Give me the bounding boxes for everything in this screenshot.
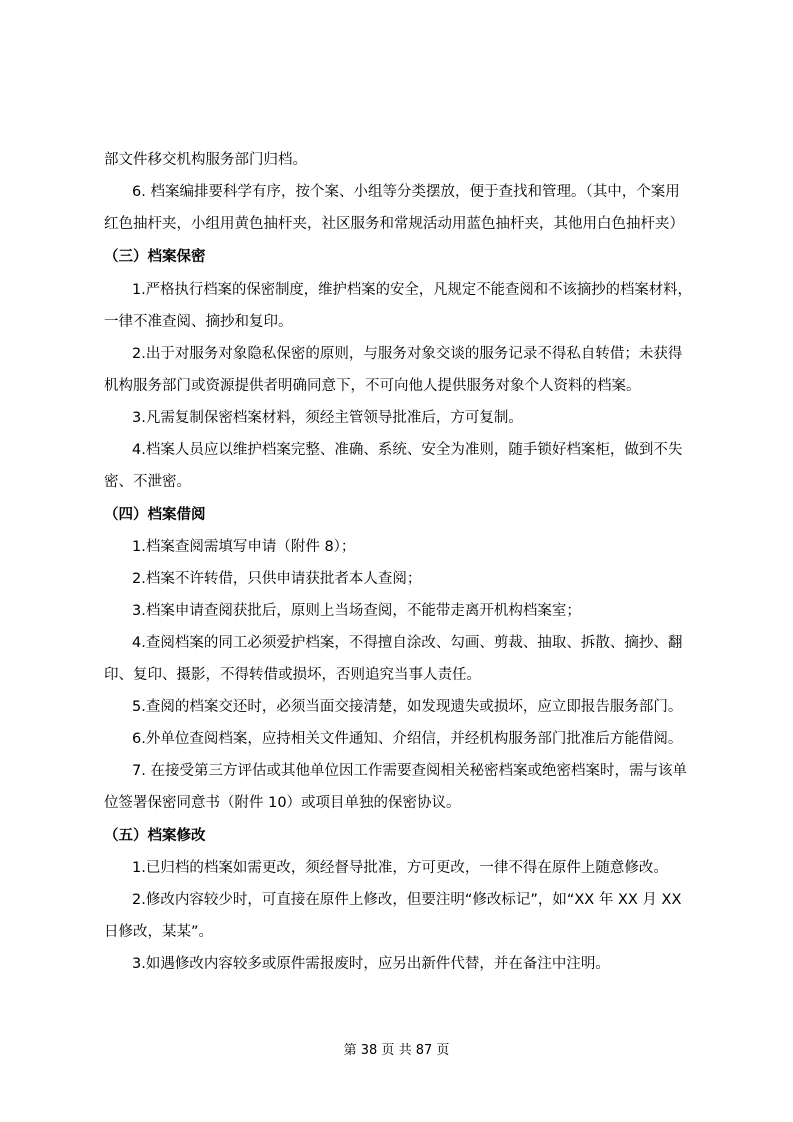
paragraph-line: 1.严格执行档案的保密制度，维护档案的安全，凡规定不能查阅和不该摘抄的档案材料， — [132, 282, 692, 298]
paragraph-line: 6.外单位查阅档案，应持相关文件通知、介绍信，并经机构服务部门批准后方能借阅。 — [132, 731, 683, 747]
paragraph-line: 1.已归档的档案如需更改，须经督导批准，方可更改，一律不得在原件上随意修改。 — [132, 860, 668, 876]
paragraph-line: 红色抽杆夹，小组用黄色抽杆夹，社区服务和常规活动用蓝色抽杆夹，其他用白色抽杆夹） — [104, 216, 684, 232]
paragraph-line: 4.档案人员应以维护档案完整、准确、系统、安全为准则，随手锁好档案柜，做到不失 — [132, 442, 683, 458]
paragraph-line: 2.档案不许转借，只供申请获批者本人查阅； — [132, 571, 422, 587]
paragraph-line: 密、不泄密。 — [104, 474, 191, 490]
section-heading: （五）档案修改 — [104, 828, 206, 844]
paragraph-line: 机构服务部门或资源提供者明确同意下，不可向他人提供服务对象个人资料的档案。 — [104, 378, 641, 394]
section-heading: （三）档案保密 — [104, 249, 206, 265]
paragraph-line: 2.出于对服务对象隐私保密的原则，与服务对象交谈的服务记录不得私自转借；未获得 — [132, 346, 683, 362]
paragraph-line: 3.凡需复制保密档案材料，须经主管领导批准后，方可复制。 — [132, 410, 523, 426]
paragraph-line: 1.档案查阅需填写申请（附件 8）； — [132, 539, 356, 555]
paragraph-line: 2.修改内容较少时，可直接在原件上修改，但要注明“修改标记”，如“XX 年 XX 月 XX — [132, 892, 682, 908]
paragraph-line: 部文件移交机构服务部门归档。 — [104, 152, 307, 168]
paragraph-line: 3.档案申请查阅获批后，原则上当场查阅，不能带走离开机构档案室； — [132, 603, 581, 619]
paragraph-line: 5.查阅的档案交还时，必须当面交接清楚，如发现遗失或损坏，应立即报告服务部门。 — [132, 699, 683, 715]
paragraph-line: 3.如遇修改内容较多或原件需报废时，应另出新件代替，并在备注中注明。 — [132, 956, 610, 972]
paragraph-line: 一律不准查阅、摘抄和复印。 — [104, 314, 293, 330]
section-heading: （四）档案借阅 — [104, 507, 206, 523]
page-number-footer: 第 38 页 共 87 页 — [343, 1043, 450, 1058]
paragraph-line: 印、复印、摄影，不得转借或损坏，否则追究当事人责任。 — [104, 667, 481, 683]
paragraph-line: 6. 档案编排要科学有序，按个案、小组等分类摆放，便于查找和管理。（其中，个案用 — [132, 184, 680, 200]
paragraph-line: 4.查阅档案的同工必须爱护档案，不得擅自涂改、勾画、剪裁、抽取、拆散、摘抄、翻 — [132, 635, 683, 651]
paragraph-line: 日修改，某某”。 — [104, 924, 214, 940]
paragraph-line: 7. 在接受第三方评估或其他单位因工作需要查阅相关秘密档案或绝密档案时，需与该单 — [132, 763, 687, 779]
paragraph-line: 位签署保密同意书（附件 10）或项目单独的保密协议。 — [104, 795, 461, 811]
